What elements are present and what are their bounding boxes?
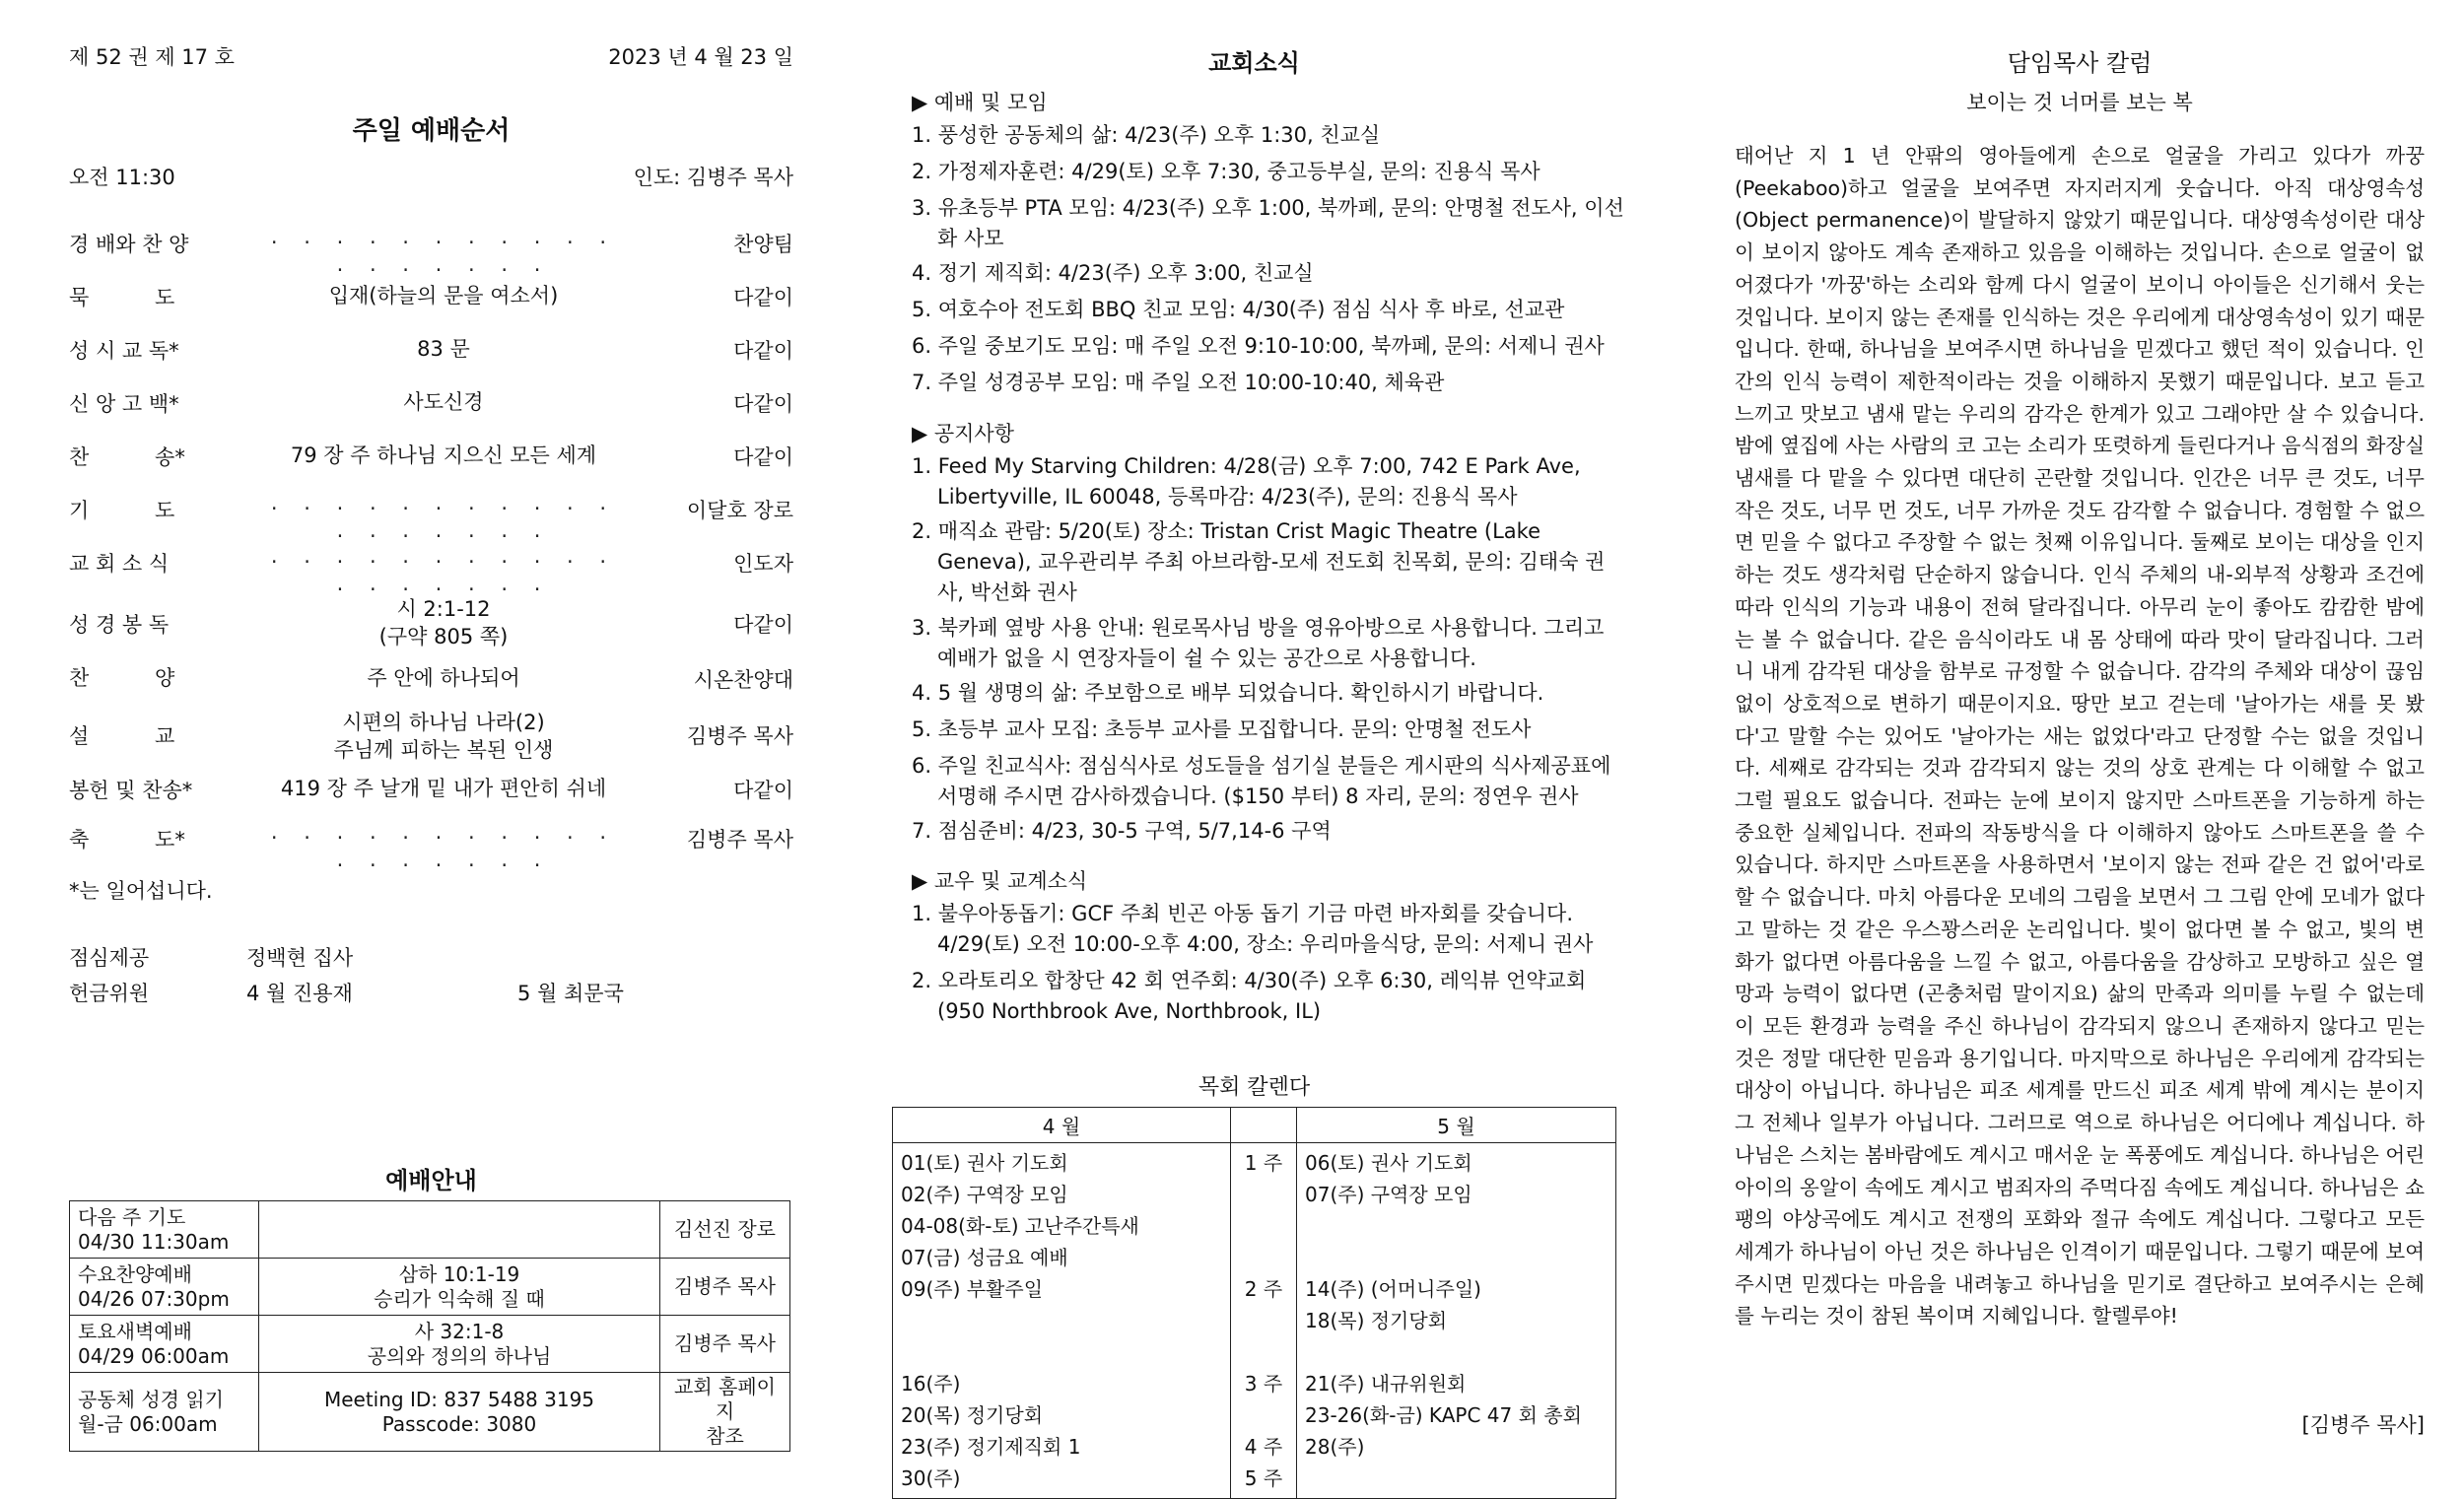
order-row <box>69 282 793 321</box>
service-info-title: 예배안내 <box>385 1167 477 1194</box>
service-info-table <box>69 1200 790 1452</box>
offering-label: 헌금위원 <box>69 982 150 1005</box>
order-person: 다같이 <box>733 339 793 363</box>
lunch-label: 점심제공 <box>69 946 150 970</box>
order-row <box>69 711 793 774</box>
order-person: 인도자 <box>733 552 793 576</box>
calendar-header-row <box>893 1108 1616 1143</box>
news-item: 3. 북카페 옆방 사용 안내: 원로목사님 방을 영유아방으로 사용합니다. 그리고 예배가 없을 시 연장자들이 쉴 수 있는 공간으로 사용합니다. <box>912 616 1605 670</box>
order-detail: 사도신경 <box>403 390 484 414</box>
pastoral-calendar <box>892 1107 1616 1499</box>
column-body: 태어난 지 1 년 안팎의 영아들에게 손으로 얼굴을 가리고 있다가 까꿍(Peekaboo)하고 얼굴을 보여주면 자지러지게 웃습니다. 아직 대상영속성(Object permanence)이 발달하지 않았기 때문입니다. 대상영속성이란 대상이 보이지 않아도 계속 존재하고 있음을 이해하는 것입니다. 손으로 얼굴이 없어졌다가 '까꿍'하는 소리와 함께 다시 얼굴이 보이니 아이들은 신기해서 웃는 것입니다. 보이지 않는 존재를 인식하는 것은 우리에게 대상영속성이 있기 때문입니다. 한때, 하나님을 보여주시면 하나님을 믿겠다고 했던 적이 있습니다. 인간의 인식 능력이 제한적이라는 것을 이해하지 못했기 때문입니다. 보고 듣고 느끼고 맛보고 냄새 맡는 우리의 감각은 한계가 있고 그래야만 살 수 있습니다. 밤에 옆집에 사는 사람의 코 고는 소리가 또렷하게 들린다거나 음식점의 화장실 냄새를 다 맡을 수 있다면 대단히 곤란할 것입니다. 인간은 너무 큰 것도, 너무 작은 것도, 너무 먼 것도, 너무 가까운 것도 감각할 수 없습니다. 경험할 수 없으면 믿을 수 없다고 주장할 수 없는 첫째 이유입니다. 둘째로 보이는 대상을 인지하는 것도 생각처럼 단순하지 않습니다. 인식 주체의 내-외부적 상황과 조건에 따라 인식의 기능과 내용이 전혀 달라집니다. 아무리 눈이 좋아도 캄캄한 밤에는 볼 수 없습니다. 같은 음식이라도 내 몸 상태에 따라 맛이 달라집니다. 그러니 내게 감각된 대상을 함부로 규정할 수 없습니다. 감각의 주체와 대상이 끊임없이 상호적으로 변하기 때문이지요. 땅만 보고 걷는데 '날아가는 새를 못 봤다'고 말할 수는 있어도 '날아가는 새는 없었다'라고 단정할 수는 없을 것입니다. 세째로 감각되는 것과 감각되지 않는 것의 상호 관계는 다 이해할 수 없고 그럴 필요도 없습니다. 전파는 눈에 보이지 않지만 스마트폰을 기능하게 하는 중요한 실체입니다. 전파의 작동방식을 다 이해하지 않아도 스마트폰을 쓸 수 있습니다. 하지만 스마트폰을 사용하면서 '보이지 않는 전파 같은 건 없어'라로 할 수 없습니다. 마치 아름다운 모네의 그림을 보면서 그 그림 안에 모네가 없다고 말하는 것 같은 우스꽝스러운 논리입니다. 빛이 없다면 볼 수 없고, 빛의 변화가 없다면 아름다움을 느낄 수 없고, 아름다움을 감상하고 모방하고 싶은 열망과 능력이 없다면 (곤충처럼 말이지요) 삶의 만족과 의미를 누릴 수 없는데 이 모든 환경과 능력을 주신 하나님이 감각되지 않으니 존재하지 않다고 믿는 것은 정말 대단한 믿음과 용기입니다. 마지막으로 하나님은 우리에게 감각되는 대상이 아닙니다. 하나님은 피조 세계를 만드신 피조 세계 밖에 계시는 분이지 그 전체나 일부가 아닙니다. 그러므로 역으로 하나님은 어디에나 계십니다. 하나님은 스치는 봄바람에도 계시고 매서운 눈 폭풍에도 계십니다. 하나님은 어린아이의 옹알이 속에도 계시고 범죄자의 주먹다짐 속에도 계십니다. 하나님은 쇼팽의 야상곡에도 계시고 전쟁의 포화와 절규 속에도 계십니다. 그렇다고 모든 세계가 하나님이 아닌 것은 하나님은 인격이기 때문입니다. 그렇기 때문에 보여주시면 믿겠다는 마음을 내려놓고 하나님을 믿기로 결단하고 보여주시는 은혜를 누리는 것이 참된 복이며 지혜입니다. 할렐루야! <box>1735 144 2425 1329</box>
news-item: 7. 주일 성경공부 모임: 매 주일 오전 10:00-10:40, 체육관 <box>912 371 1445 394</box>
april-events: 01(토) 권사 기도회 02(주) 구역장 모임 04-08(화-토) 고난주간특새 07(금) 성금요 예배 09(주) 부활주일 16(주) 20(목) 정기당회 23(주) 정기제직회 1 30(주) <box>893 1143 1231 1499</box>
worship-order-column <box>69 0 793 1496</box>
order-detail: 83 문 <box>417 337 470 361</box>
worship-order-title: 주일 예배순서 <box>352 116 511 146</box>
table-cell: 수요찬양예배 04/26 07:30pm <box>70 1259 259 1316</box>
service-time: 오전 11:30 <box>69 166 175 189</box>
order-row <box>69 775 793 814</box>
april-header: 4 월 <box>893 1108 1231 1143</box>
order-label: 찬 송* <box>69 445 185 469</box>
order-label: 교 회 소 식 <box>69 552 170 576</box>
news-item: 5. 초등부 교사 모집: 초등부 교사를 모집합니다. 문의: 안명철 전도사 <box>912 717 1532 741</box>
lunch-person: 정백현 집사 <box>246 946 354 970</box>
table-cell: Meeting ID: 837 5488 3195 Passcode: 3080 <box>259 1373 660 1452</box>
table-cell <box>259 1201 660 1259</box>
order-detail: 79 장 주 하나님 지으신 모든 세계 <box>290 443 597 467</box>
column-subtitle: 보이는 것 너머를 보는 복 <box>1966 91 2193 114</box>
may-header: 5 월 <box>1297 1108 1616 1143</box>
table-row <box>70 1373 790 1452</box>
scripture-reference: 시 2:1-12 <box>396 597 491 621</box>
table-row <box>70 1201 790 1259</box>
order-person: 시온찬양대 <box>693 668 793 692</box>
news-item: 2. 매직쇼 관람: 5/20(토) 장소: Tristan Crist Magic Theatre (Lake Geneva), 교우관리부 주최 아브라함-모세 전도회 친목회, 문의: 김태숙 권사, 박선화 권사 <box>912 519 1606 604</box>
news-item: 5. 여호수아 전도회 BBQ 친교 모임: 4/30(주) 점심 식사 후 바로, 선교관 <box>912 298 1565 321</box>
table-cell: 토요새벽예배 04/29 06:00am <box>70 1316 259 1373</box>
church-news-column <box>892 0 1624 1496</box>
calendar-body-row <box>893 1143 1616 1499</box>
order-person: 다같이 <box>733 613 793 637</box>
news-item: 1. 불우아동돕기: GCF 주최 빈곤 아동 돕기 기금 마련 바자회를 갖습니다. 4/29(토) 오전 10:00-오후 4:00, 장소: 우리마을식당, 문의: 서제니 권사 <box>912 902 1594 956</box>
order-detail <box>256 595 631 650</box>
offering-april: 4 월 진용재 <box>246 982 353 1005</box>
order-label: 설 교 <box>69 724 175 748</box>
pastor-column <box>1735 0 2425 1496</box>
news-item: 7. 점심준비: 4/23, 30-5 구역, 5/7,14-6 구역 <box>912 819 1332 843</box>
order-detail: · · · · · · · · · · · · · · · · · · <box>270 497 617 548</box>
order-person: 다같이 <box>733 392 793 416</box>
order-detail: 주 안에 하나되어 <box>367 666 520 690</box>
standing-note: *는 일어섭니다. <box>69 879 213 903</box>
table-cell: 교회 홈페이지 참조 <box>660 1373 790 1452</box>
column-signature: [김병주 목사] <box>2301 1413 2425 1437</box>
order-detail: · · · · · · · · · · · · · · · · · · <box>270 231 617 282</box>
table-cell: 김병주 목사 <box>660 1316 790 1373</box>
news-item: 3. 유초등부 PTA 모임: 4/23(주) 오후 1:00, 북까페, 문의: 안명철 전도사, 이선화 사모 <box>912 196 1624 250</box>
bulletin-date: 2023 년 4 월 23 일 <box>608 45 793 69</box>
order-label: 성 시 교 독* <box>69 339 179 363</box>
order-row <box>69 229 793 282</box>
week-numbers: 1 주 2 주 3 주 4 주 5 주 <box>1231 1143 1297 1499</box>
section-heading: ▶ 교우 및 교계소식 <box>912 869 1088 893</box>
order-detail: · · · · · · · · · · · · · · · · · · <box>270 550 617 601</box>
service-leader: 인도: 김병주 목사 <box>633 166 793 189</box>
order-row <box>69 597 793 660</box>
column-title: 담임목사 칼럼 <box>2007 49 2153 77</box>
order-detail: 419 장 주 날개 밑 내가 편안히 쉬네 <box>280 777 607 800</box>
order-person: 김병주 목사 <box>686 724 793 748</box>
order-label: 축 도* <box>69 828 185 852</box>
may-events: 06(토) 권사 기도회 07(주) 구역장 모임 14(주) (어머니주일) 18(목) 정기당회 21(주) 내규위원회 23-26(화-금) KAPC 47 회 총회 28(주) <box>1297 1143 1616 1499</box>
volume-number: 제 52 권 제 17 호 <box>69 45 235 69</box>
table-cell: 공동체 성경 읽기 월-금 06:00am <box>70 1373 259 1452</box>
sermon-subtitle: 주님께 피하는 복된 인생 <box>333 738 554 762</box>
news-item: 4. 5 월 생명의 삶: 주보함으로 배부 되었습니다. 확인하시기 바랍니다. <box>912 681 1544 705</box>
order-row <box>69 662 793 702</box>
order-row <box>69 388 793 428</box>
table-row <box>70 1316 790 1373</box>
order-person: 다같이 <box>733 286 793 309</box>
order-label: 경 배와 찬 양 <box>69 233 189 256</box>
order-detail: · · · · · · · · · · · · · · · · · · <box>270 826 617 877</box>
news-item: 2. 가정제자훈련: 4/29(토) 오후 7:30, 중고등부실, 문의: 진용식 목사 <box>912 160 1540 183</box>
order-row <box>69 442 793 481</box>
section-heading: ▶ 예배 및 모임 <box>912 91 1048 114</box>
order-label: 봉헌 및 찬송* <box>69 779 193 802</box>
order-detail <box>256 709 631 764</box>
order-person: 이달호 장로 <box>686 499 793 522</box>
news-item: 6. 주일 친교식사: 점심식사로 성도들을 섬기실 분들은 게시판의 식사제공표에 서명해 주시면 감사하겠습니다. ($150 부터) 8 자리, 문의: 정연우 권사 <box>912 754 1611 808</box>
week-header <box>1231 1108 1297 1143</box>
church-news-title: 교회소식 <box>1208 49 1300 77</box>
order-person: 찬양팀 <box>733 233 793 256</box>
table-row <box>70 1259 790 1316</box>
table-cell: 사 32:1-8 공의와 정의의 하나님 <box>259 1316 660 1373</box>
order-person: 다같이 <box>733 779 793 802</box>
news-item: 1. 풍성한 공동체의 삶: 4/23(주) 오후 1:30, 친교실 <box>912 123 1381 147</box>
table-cell: 다음 주 기도 04/30 11:30am <box>70 1201 259 1259</box>
offering-may: 5 월 최문국 <box>517 982 624 1005</box>
order-label: 묵 도 <box>69 286 175 309</box>
news-item: 6. 주일 중보기도 모임: 매 주일 오전 9:10-10:00, 북까페, 문의: 서제니 권사 <box>912 334 1605 358</box>
table-cell: 삼하 10:1-19 승리가 익숙해 질 때 <box>259 1259 660 1316</box>
order-person: 김병주 목사 <box>686 828 793 852</box>
order-row <box>69 548 793 601</box>
sermon-title: 시편의 하나님 나라(2) <box>342 711 545 734</box>
order-person: 다같이 <box>733 445 793 469</box>
order-label: 기 도 <box>69 499 175 522</box>
scripture-page: (구약 805 쪽) <box>378 625 509 648</box>
table-cell: 김선진 장로 <box>660 1201 790 1259</box>
calendar-title: 목회 칼렌다 <box>1198 1075 1311 1100</box>
order-row <box>69 335 793 375</box>
table-cell: 김병주 목사 <box>660 1259 790 1316</box>
order-label: 신 앙 고 백* <box>69 392 179 416</box>
order-detail: 입재(하늘의 문을 여소서) <box>328 284 559 307</box>
order-row <box>69 824 793 877</box>
news-item: 2. 오라토리오 합창단 42 회 연주회: 4/30(주) 오후 6:30, 레익뷰 언약교회 (950 Northbrook Ave, Northbrook, IL) <box>912 969 1587 1023</box>
news-item: 1. Feed My Starving Children: 4/28(금) 오후 7:00, 742 E Park Ave, Libertyville, IL 60048, 등록마감: 4/23(주), 문의: 진용식 목사 <box>912 454 1581 509</box>
order-row <box>69 495 793 548</box>
order-label: 찬 양 <box>69 666 175 690</box>
order-label: 성 경 봉 독 <box>69 613 170 637</box>
news-item: 4. 정기 제직회: 4/23(주) 오후 3:00, 친교실 <box>912 261 1314 285</box>
section-heading: ▶ 공지사항 <box>912 422 1014 445</box>
